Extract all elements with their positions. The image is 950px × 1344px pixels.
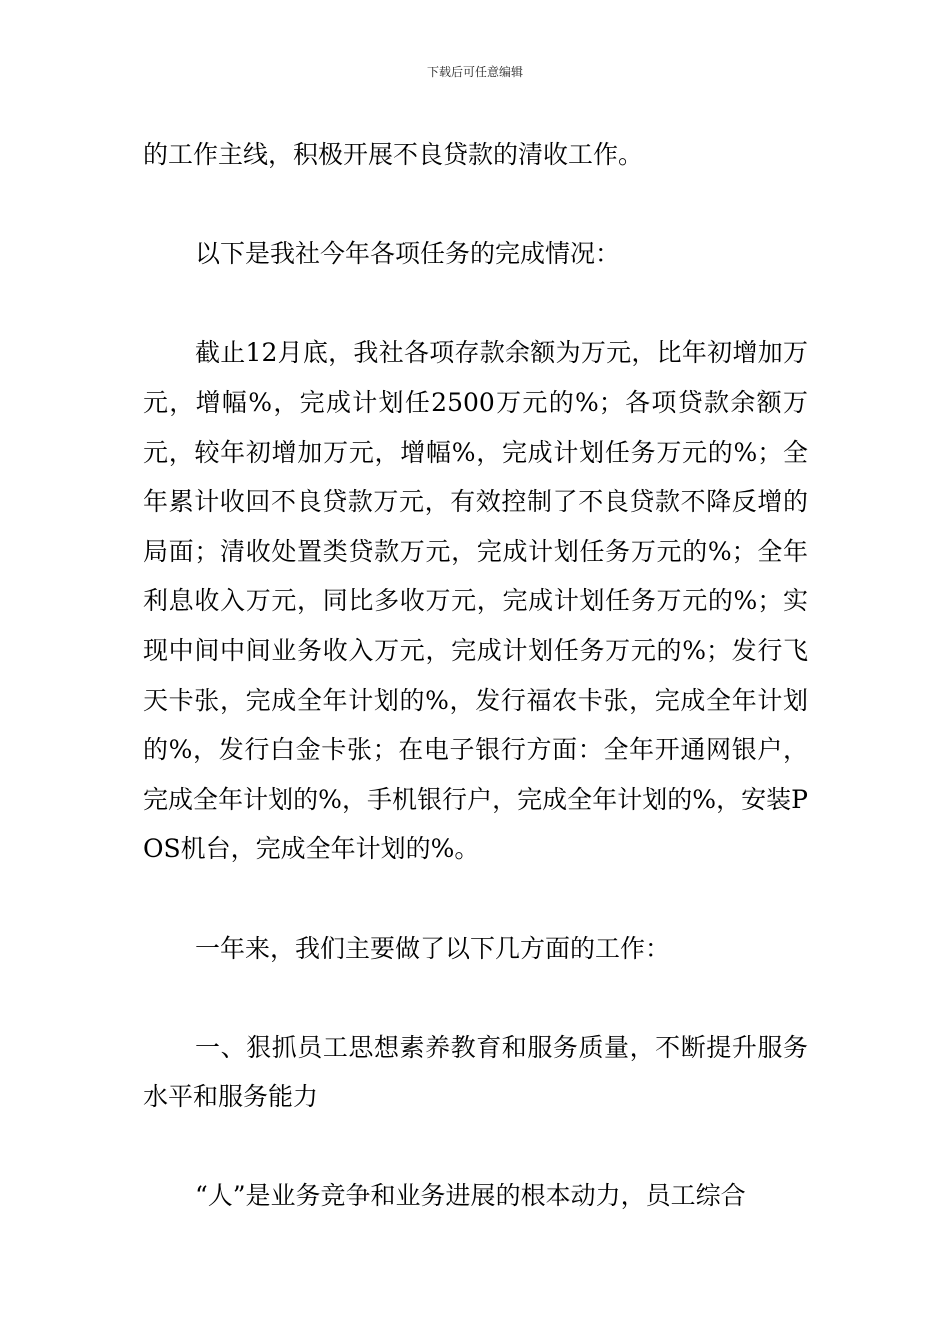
document-body — [143, 130, 808, 1221]
paragraph-work-mainline: 的工作主线，积极开展不良贷款的清收工作。 — [143, 140, 644, 169]
page-header: 下载后可任意编辑 — [426, 65, 523, 79]
section-heading-staff-education: 一、狠抓员工思想素养教育和服务质量，不断提升服务水平和服务能力 — [143, 1032, 808, 1112]
paragraph-people-driving-force: “人”是业务竞争和业务进展的根本动力，员工综合 — [195, 1181, 746, 1211]
paragraph-task-intro: 以下是我社今年各项任务的完成情况： — [195, 239, 621, 269]
paragraph-task-results: 截止12月底，我社各项存款余额为万元，比年初增加万元，增幅%，完成计划任2500万元的%；各项贷款余额万元，较年初增加万元，增幅%，完成计划任务万元的%；全年累计收回不良贷款万元，有效控制了不良贷款不降反增的局面；清收处置类贷款万元，完成计划任务万元的%；全年利息收入万元，同比多收万元，完成计划任务万元的%；实现中间中间业务收入万元，完成计划任务万元的%；发行飞天卡张，完成全年计划的%，发行福农卡张，完成全年计划的%，发行白金卡张；在电子银行方面：全年开通网银户，完成全年计划的%，手机银行户，完成全年计划的%，安装POS机台，完成全年计划的%。 — [143, 338, 808, 864]
paragraph-work-intro: 一年来，我们主要做了以下几方面的工作： — [195, 933, 671, 963]
